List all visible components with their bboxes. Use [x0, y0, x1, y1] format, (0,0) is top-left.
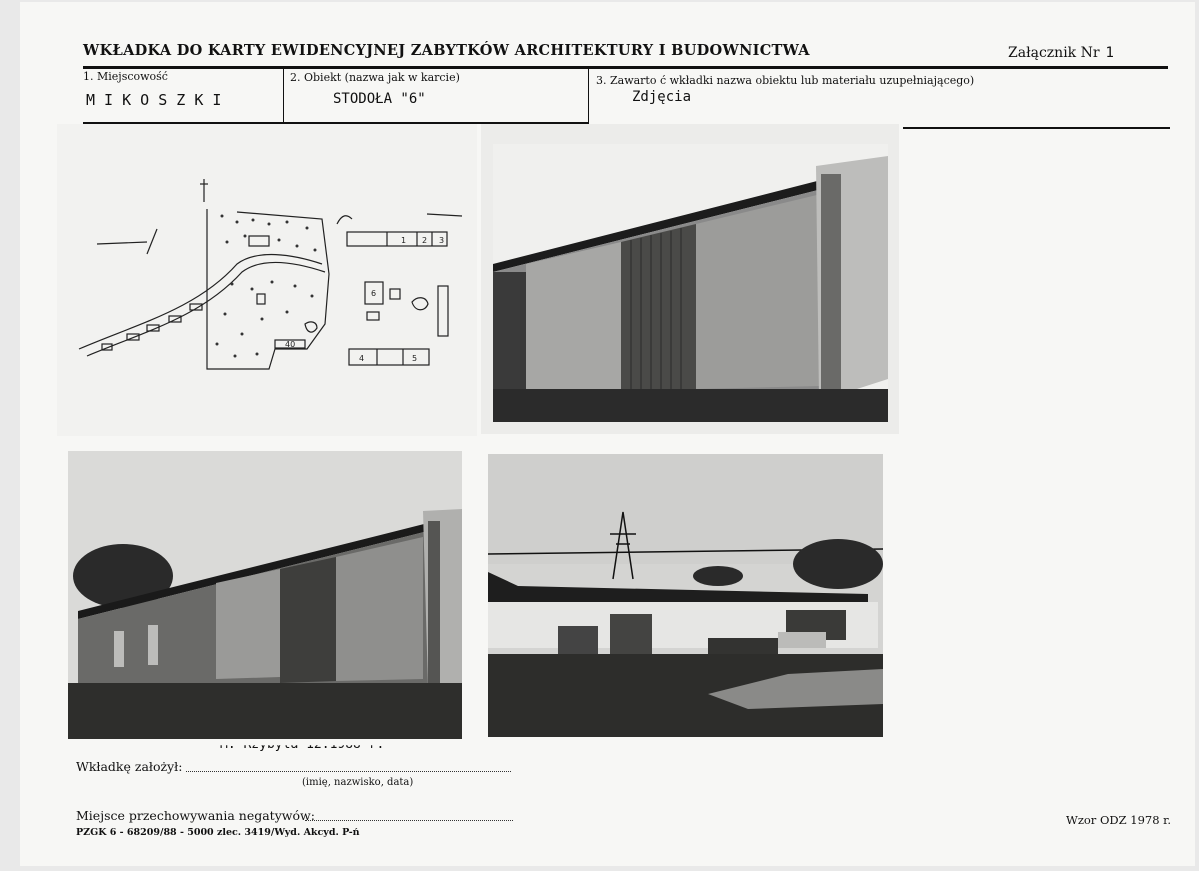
header-rule-top — [83, 66, 1168, 69]
barn-side-photo — [68, 451, 462, 739]
field-1-label: 1. Miejscowość — [83, 70, 168, 83]
field-2-value: STODOŁA "6" — [333, 91, 426, 107]
document-title: WKŁADKA DO KARTY EWIDENCYJNEJ ZABYTKÓW ARCHITEKTURY I BUDOWNICTWA — [83, 42, 810, 59]
insert-made-hint: (imię, nazwisko, data) — [302, 777, 414, 788]
plan-number-5: 5 — [412, 354, 418, 363]
print-info: PZGK 6 - 68209/88 - 5000 zlec. 3419/Wyd. Akcyd. P-ń — [76, 827, 360, 838]
insert-made-line — [186, 771, 511, 772]
field-1-value: M I K O S Z K I — [86, 91, 222, 109]
negatives-label: Miejsce przechowywania negatywów: — [76, 808, 315, 823]
header-rule-right — [903, 127, 1170, 129]
farmyard-photo — [488, 454, 883, 737]
field-divider-1 — [283, 69, 284, 123]
field-divider-2 — [588, 69, 589, 125]
plan-number-6: 6 — [371, 289, 377, 298]
barn-closeup-photo — [481, 124, 899, 434]
attachment-number: 1 — [1105, 45, 1114, 61]
plan-number-3: 3 — [439, 236, 445, 245]
field-3-value: Zdjęcia — [632, 89, 692, 105]
site-plan-photo — [57, 124, 477, 436]
plan-number-40: 40 — [285, 340, 296, 349]
plan-number-1: 1 — [401, 236, 407, 245]
negatives-line — [305, 820, 513, 821]
plan-number-2: 2 — [422, 236, 428, 245]
attachment-label: Załącznik Nr — [1008, 45, 1100, 61]
plan-number-4: 4 — [359, 354, 365, 363]
field-2-label: 2. Obiekt (nazwa jak w karcie) — [290, 71, 460, 84]
field-3-label: 3. Zawarto ć wkładki nazwa obiektu lub materiału uzupełniającego) — [596, 74, 975, 87]
form-code: Wzor ODZ 1978 r. — [1066, 813, 1172, 827]
attachment-number-label — [1008, 45, 1114, 61]
insert-made-label: Wkładkę założył: — [76, 759, 183, 774]
